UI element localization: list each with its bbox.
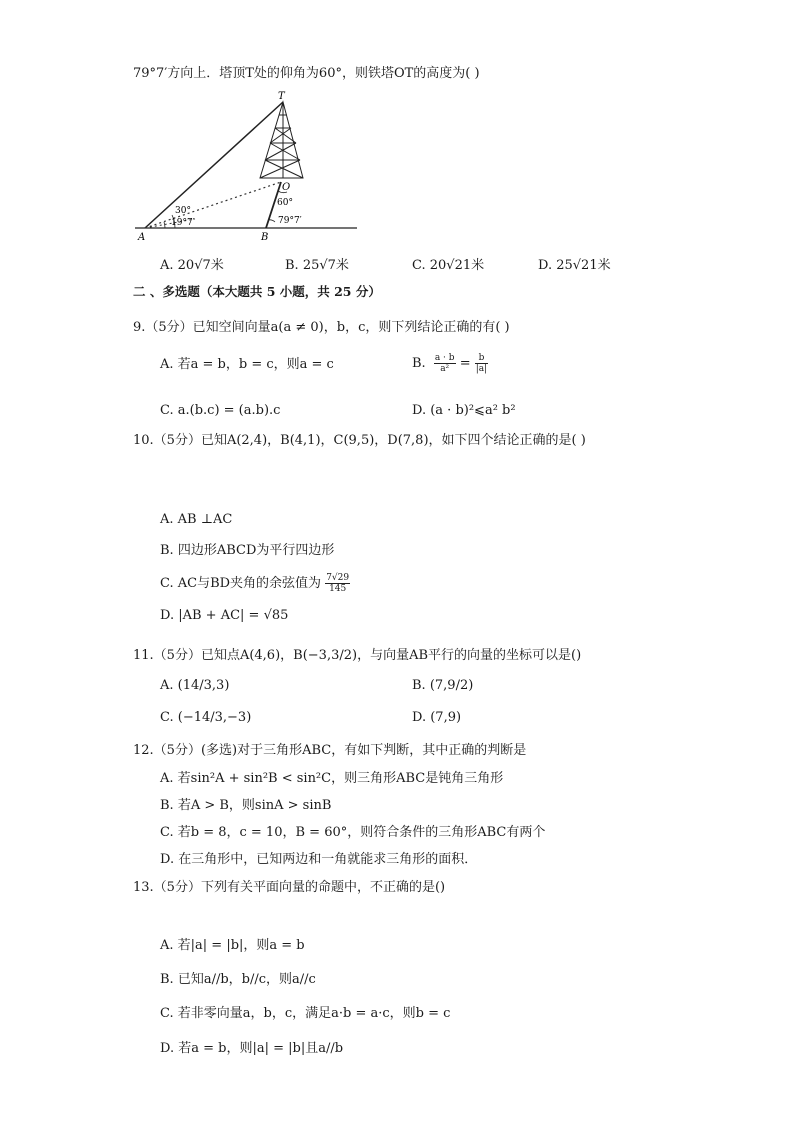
- tower-figure: [135, 88, 365, 248]
- q8-option-b: B. 25√7米: [285, 258, 349, 273]
- q13-option-c: C. 若非零向量a，b，c，满足a·b = a·c，则b = c: [160, 1006, 451, 1021]
- label-T: T: [278, 91, 285, 102]
- tower: [260, 102, 303, 178]
- label-O: O: [282, 182, 291, 193]
- q11-option-b: B. (7,9/2): [412, 678, 474, 693]
- q8-option-d: D. 25√21米: [538, 258, 611, 273]
- q10-stem: 10.（5分）已知A(2,4)，B(4,1)，C(9,5)，D(7,8)，如下四个结论正确的是( ): [133, 433, 586, 448]
- q13-option-a: A. 若|a| = |b|，则a = b: [160, 938, 305, 953]
- line-AT: [145, 102, 283, 228]
- q11-option-c: C. (−14/3,−3): [160, 710, 252, 725]
- q12-option-a: A. 若sin²A + sin²B < sin²C，则三角形ABC是钝角三角形: [160, 771, 504, 786]
- q11-option-d: D. (7,9): [412, 710, 462, 725]
- q9-option-a: A. 若a = b，b = c，则a = c: [160, 357, 334, 372]
- q8-stem: 79°7′方向上．塔顶T处的仰角为60°，则铁塔OT的高度为( ): [133, 66, 480, 81]
- q8-option-a: A. 20√7米: [160, 258, 224, 273]
- label-30: 30°: [175, 206, 191, 216]
- q9-option-c: C. a.(b.c) = (a.b).c: [160, 403, 281, 418]
- q12-option-d: D. 在三角形中，已知两边和一角就能求三角形的面积．: [160, 852, 478, 867]
- label-19: 19°7′: [171, 218, 195, 228]
- q9-option-d: D. (a · b)²⩽a² b²: [412, 403, 516, 418]
- q12-stem: 12.（5分）(多选)对于三角形ABC，有如下判断，其中正确的判断是: [133, 743, 527, 758]
- q13-option-b: B. 已知a//b，b//c，则a//c: [160, 972, 316, 987]
- q9-option-b: B. $\frac{a \cdot b}{\text{a²}}$ = $\frac{b}{|a|}$: [412, 353, 488, 374]
- label-A: A: [138, 232, 146, 243]
- q8-option-c: C. 20√21米: [412, 258, 485, 273]
- q10-option-a: A. AB ⊥AC: [160, 512, 233, 527]
- q10-option-c: C. AC与BD夹角的余弦值为 $\frac{7√29}{145}$: [160, 573, 350, 594]
- q13-stem: 13.（5分）下列有关平面向量的命题中，不正确的是(): [133, 880, 446, 895]
- label-B: B: [261, 232, 269, 243]
- q11-option-a: A. (14/3,3): [160, 678, 230, 693]
- q9-stem: 9.（5分）已知空间向量a(a ≠ 0)，b，c，则下列结论正确的有( ): [133, 320, 510, 335]
- q10-option-d: D. |AB + AC| = √85: [160, 608, 289, 623]
- line-AO: [145, 182, 281, 228]
- q12-option-c: C. 若b = 8，c = 10，B = 60°，则符合条件的三角形ABC有两个: [160, 825, 546, 840]
- section-title: 二 、多选题（本大题共 5 小题，共 25 分）: [133, 284, 381, 299]
- q13-option-d: D. 若a = b，则|a| = |b|且a//b: [160, 1041, 344, 1056]
- label-79: 79°7′: [278, 216, 302, 226]
- q10-option-b: B. 四边形ABCD为平行四边形: [160, 543, 335, 558]
- label-60: 60°: [277, 198, 293, 208]
- q11-stem: 11.（5分）已知点A(4,6)，B(−3,3/2)，与向量AB平行的向量的坐标可以是(): [133, 648, 582, 663]
- q12-option-b: B. 若A > B，则sinA > sinB: [160, 798, 332, 813]
